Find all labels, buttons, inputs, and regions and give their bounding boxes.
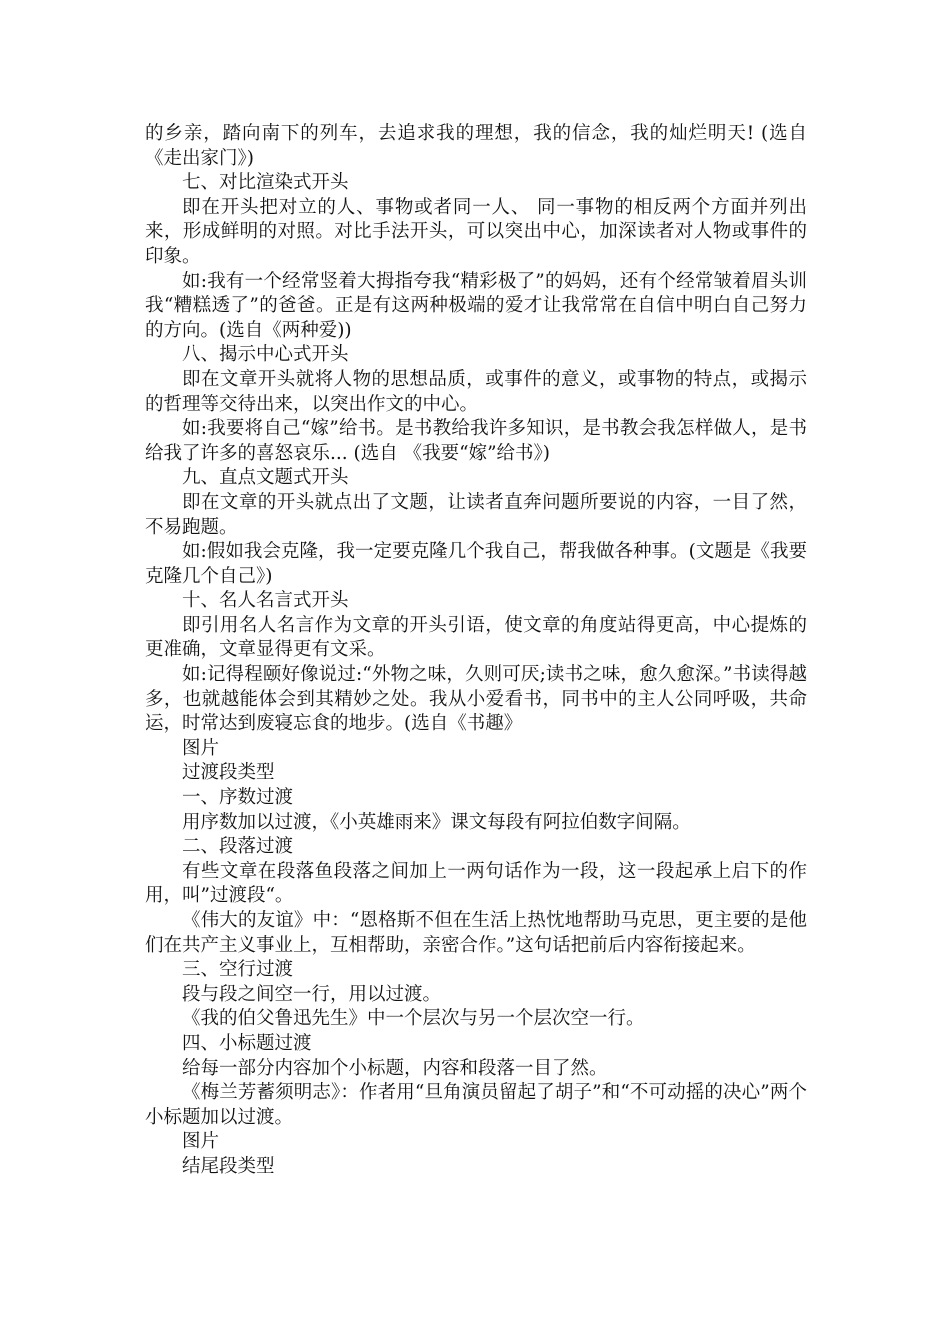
subsection-heading: 一、序数过渡 [182,787,294,809]
section-heading: 十、名人名言式开头 [182,590,349,612]
section-heading: 九、直点文题式开头 [182,467,349,489]
paragraph: 的乡亲，踏向南下的列车，去追求我的理想，我的信念，我的灿烂明天! (选自《走出家门》) [145,123,807,169]
subsection-heading: 四、小标题过渡 [182,1032,312,1054]
example-paragraph: 如:假如我会克隆，我一定要克隆几个我自己，帮我做各种事。(文题是《我要克隆几个自己》) [145,541,807,587]
paragraph: 用序数加以过渡，《小英雄雨来》课文每段有阿拉伯数字间隔。 [182,811,691,833]
section-heading: 结尾段类型 [182,1155,275,1177]
example-paragraph: 如:记得程颐好像说过:“外物之味，久则可厌;读书之味，愈久愈深。”书读得越多，也就越能体会到其精妙之处。我从小爱看书，同书中的主人公同呼吸，共命运，时常达到废寝忘食的地步。(选自《书趣》 [145,664,807,735]
example-paragraph: 如:我有一个经常竖着大拇指夸我“精彩极了”的妈妈，还有个经常皱着眉头训我“糟糕透了”的爸爸。正是有这两种极端的爱才让我常常在自信中明白自己努力的方向。(选自《两种爱)) [145,270,807,341]
image-placeholder-label: 图片 [182,737,220,759]
section-heading: 七、对比渲染式开头 [182,172,349,194]
image-placeholder-label: 图片 [182,1131,220,1153]
subsection-heading: 三、空行过渡 [182,959,294,981]
example-paragraph: 如:我要将自己“嫁”给书。是书教给我许多知识，是书教会我怎样做人，是书给我了许多的喜怒哀乐... (选自 《我要“嫁”给书》) [145,418,807,464]
example-paragraph: 《我的伯父鲁迅先生》中一个层次与另一个层次空一行。 [182,1008,645,1030]
example-paragraph: 《伟大的友谊》中：“恩格斯不但在生活上热忱地帮助马克思，更主要的是他们在共产主义事业上，互相帮助，亲密合作。”这句话把前后内容衔接起来。 [145,910,807,956]
paragraph: 给每一部分内容加个小标题，内容和段落一目了然。 [182,1057,608,1079]
section-heading: 八、揭示中心式开头 [182,344,349,366]
paragraph: 段与段之间空一行，用以过渡。 [182,983,442,1005]
example-paragraph: 《梅兰芳蓄须明志》：作者用“旦角演员留起了胡子”和“不可动摇的决心”两个小标题加以过渡。 [145,1082,807,1128]
paragraph: 即在文章的开头就点出了文题，让读者直奔问题所要说的内容，一目了然，不易跑题。 [145,491,807,538]
paragraph: 即在文章开头就将人物的思想品质，或事件的意义，或事物的特点，或揭示的哲理等交待出来，以突出作文的中心。 [145,368,807,415]
paragraph: 即在开头把对立的人、事物或者同一人、 同一事物的相反两个方面并列出来，形成鲜明的对照。对比手法开头，可以突出中心，加深读者对人物或事件的印象。 [145,196,807,267]
subsection-heading: 二、段落过渡 [182,836,294,858]
section-heading: 过渡段类型 [182,762,275,784]
document-body [145,122,807,1180]
paragraph: 有些文章在段落鱼段落之间加上一两句话作为一段，这一段起承上启下的作用，叫”过渡段“。 [145,860,807,907]
paragraph: 即引用名人名言作为文章的开头引语，使文章的角度站得更高，中心提炼的更准确，文章显得更有文采。 [145,614,807,661]
